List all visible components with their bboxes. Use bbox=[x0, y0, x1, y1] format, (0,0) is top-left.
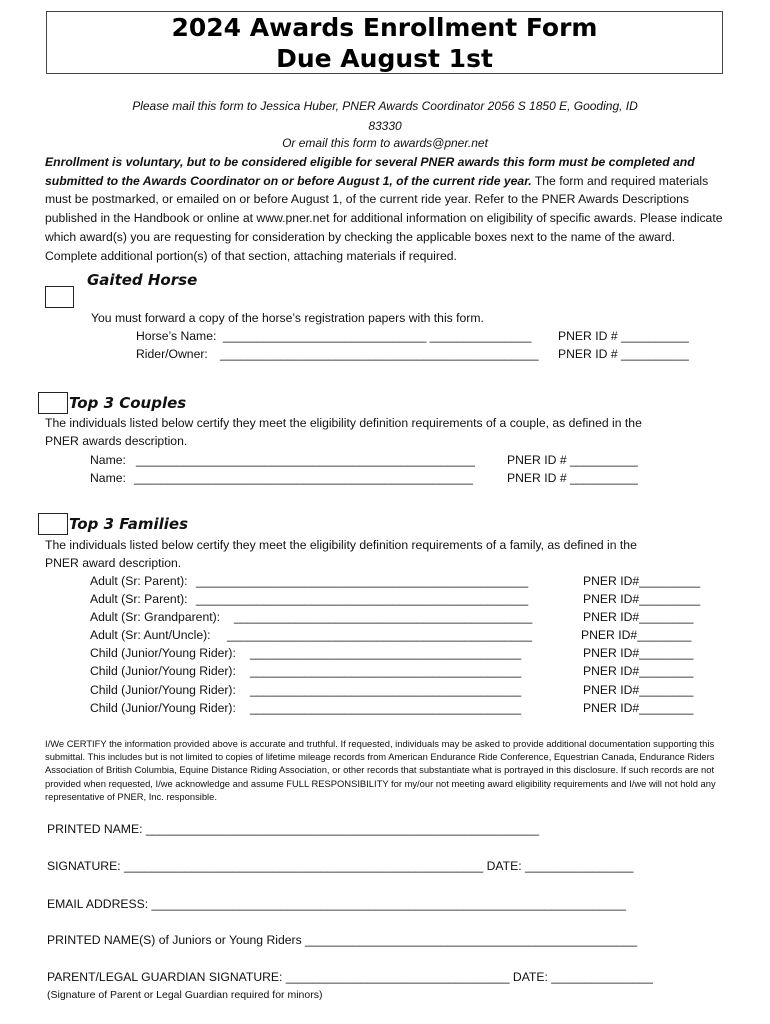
families-heading: Top 3 Families bbox=[69, 515, 189, 533]
email-instructions: Or email this form to awards@pner.net bbox=[282, 136, 488, 150]
title-box bbox=[46, 11, 723, 74]
intro-paragraph bbox=[45, 153, 730, 265]
family-pner-id[interactable]: PNER ID#________ bbox=[583, 701, 694, 715]
couple-name-label: Name: bbox=[90, 453, 126, 467]
horse-pner-id[interactable]: PNER ID # __________ bbox=[558, 329, 689, 343]
families-desc: The individuals listed below certify they meet the eligibility definition requirements of a family, as defined in the bbox=[45, 538, 637, 552]
email-address-field[interactable]: EMAIL ADDRESS: ______________________________________________________________________ bbox=[47, 897, 626, 911]
family-member-field[interactable]: ________________________________________ bbox=[250, 646, 522, 660]
horse-name-label: Horse’s Name: bbox=[136, 329, 217, 343]
couples-checkbox[interactable] bbox=[38, 392, 68, 414]
family-pner-id[interactable]: PNER ID#________ bbox=[583, 610, 694, 624]
families-checkbox[interactable] bbox=[38, 513, 68, 535]
couple-pner-id[interactable]: PNER ID # __________ bbox=[507, 453, 638, 467]
rider-pner-id[interactable]: PNER ID # __________ bbox=[558, 347, 689, 361]
rider-owner-field[interactable]: _______________________________________________ bbox=[220, 347, 539, 361]
family-member-label: Child (Junior/Young Rider): bbox=[90, 664, 236, 678]
family-member-field[interactable]: ________________________________________ bbox=[250, 701, 522, 715]
family-member-label: Adult (Sr: Parent): bbox=[90, 574, 188, 588]
gaited-horse-note: You must forward a copy of the horse’s registration papers with this form. bbox=[91, 311, 484, 325]
family-member-field[interactable]: _________________________________________________ bbox=[196, 592, 529, 606]
printed-name-field[interactable]: PRINTED NAME: __________________________________________________________ bbox=[47, 822, 539, 836]
rider-owner-label: Rider/Owner: bbox=[136, 347, 208, 361]
certification-statement: I/We CERTIFY the information provided above is accurate and truthful. If requested, individuals may be asked to provide additional documentation supporting this submittal. This includes but is not limited to copies of lifetime mileage records from American Endurance Ride Conference, Equestrian Canada, Endurance Riders Association of British Columbia, Equine Distance Riding Association, or other records that substantiate what is portrayed in this disclosure. If such records are not provided when requested, I/we acknowledge and assume FULL RESPONSIBILITY for my/our not meeting award eligibility requirements and I/we will not hold any representative of PNER, Inc. responsible. bbox=[45, 738, 716, 802]
couple-name-label: Name: bbox=[90, 471, 126, 485]
couples-heading: Top 3 Couples bbox=[69, 394, 187, 412]
guardian-signature-field[interactable]: PARENT/LEGAL GUARDIAN SIGNATURE: _________________________________ DATE: _______________ bbox=[47, 970, 653, 984]
family-member-label: Child (Junior/Young Rider): bbox=[90, 646, 236, 660]
horse-name-field[interactable]: ______________________________ _______________ bbox=[223, 329, 532, 343]
family-member-field[interactable]: _________________________________________________ bbox=[196, 574, 529, 588]
family-pner-id[interactable]: PNER ID#_________ bbox=[583, 592, 701, 606]
couple-pner-id[interactable]: PNER ID # __________ bbox=[507, 471, 638, 485]
couples-desc: The individuals listed below certify they meet the eligibility definition requirements of a couple, as defined in the bbox=[45, 416, 642, 430]
family-member-field[interactable]: ____________________________________________ bbox=[234, 610, 533, 624]
couple-name-field[interactable]: __________________________________________________ bbox=[136, 453, 475, 467]
family-member-label: Child (Junior/Young Rider): bbox=[90, 683, 236, 697]
juniors-names-field[interactable]: PRINTED NAME(S) of Juniors or Young Riders _________________________________________________ bbox=[47, 933, 638, 947]
family-pner-id[interactable]: PNER ID#_________ bbox=[583, 574, 701, 588]
family-member-field[interactable]: ________________________________________ bbox=[250, 683, 522, 697]
family-member-label: Child (Junior/Young Rider): bbox=[90, 701, 236, 715]
family-member-field[interactable]: ________________________________________ bbox=[250, 664, 522, 678]
due-date-title: Due August 1st bbox=[276, 44, 493, 73]
couples-desc-2: PNER awards description. bbox=[45, 434, 188, 448]
family-member-label: Adult (Sr: Grandparent): bbox=[90, 610, 221, 624]
signature-field[interactable]: SIGNATURE: _____________________________________________________ DATE: ________________ bbox=[47, 859, 634, 873]
family-member-field[interactable]: _____________________________________________ bbox=[227, 628, 533, 642]
couple-name-field[interactable]: __________________________________________________ bbox=[134, 471, 473, 485]
form-title: 2024 Awards Enrollment Form bbox=[171, 13, 598, 42]
intro-bold: Enrollment is voluntary, but to be considered eligible for several PNER awards this form must be completed and submitted to the Awards Coordinator on or before August 1, of the current ride year. bbox=[45, 155, 695, 188]
family-pner-id[interactable]: PNER ID#________ bbox=[583, 664, 694, 678]
family-pner-id[interactable]: PNER ID#________ bbox=[581, 628, 692, 642]
mail-instructions: Please mail this form to Jessica Huber, PNER Awards Coordinator 2056 S 1850 E, Gooding, ID bbox=[132, 99, 638, 113]
family-member-label: Adult (Sr: Parent): bbox=[90, 592, 188, 606]
mail-zip: 83330 bbox=[368, 119, 402, 133]
gaited-horse-heading: Gaited Horse bbox=[87, 271, 198, 289]
intro-rest: The form and required materials must be postmarked, or emailed on or before August 1, of the current ride year. Refer to the PNER Awards Descriptions published in the Handbook or online at www.pner.net for additional information on eligibility of specific awards. Please indicate which award(s) you are requesting for consideration by checking the applicable boxes next to the name of the award. Complete additional portion(s) of that section, attaching materials if required. bbox=[45, 173, 723, 263]
family-pner-id[interactable]: PNER ID#________ bbox=[583, 646, 694, 660]
family-pner-id[interactable]: PNER ID#________ bbox=[583, 683, 694, 697]
gaited-horse-checkbox[interactable] bbox=[45, 286, 74, 308]
guardian-note: (Signature of Parent or Legal Guardian required for minors) bbox=[47, 989, 323, 1001]
families-desc-2: PNER award description. bbox=[45, 556, 182, 570]
family-member-label: Adult (Sr: Aunt/Uncle): bbox=[90, 628, 211, 642]
